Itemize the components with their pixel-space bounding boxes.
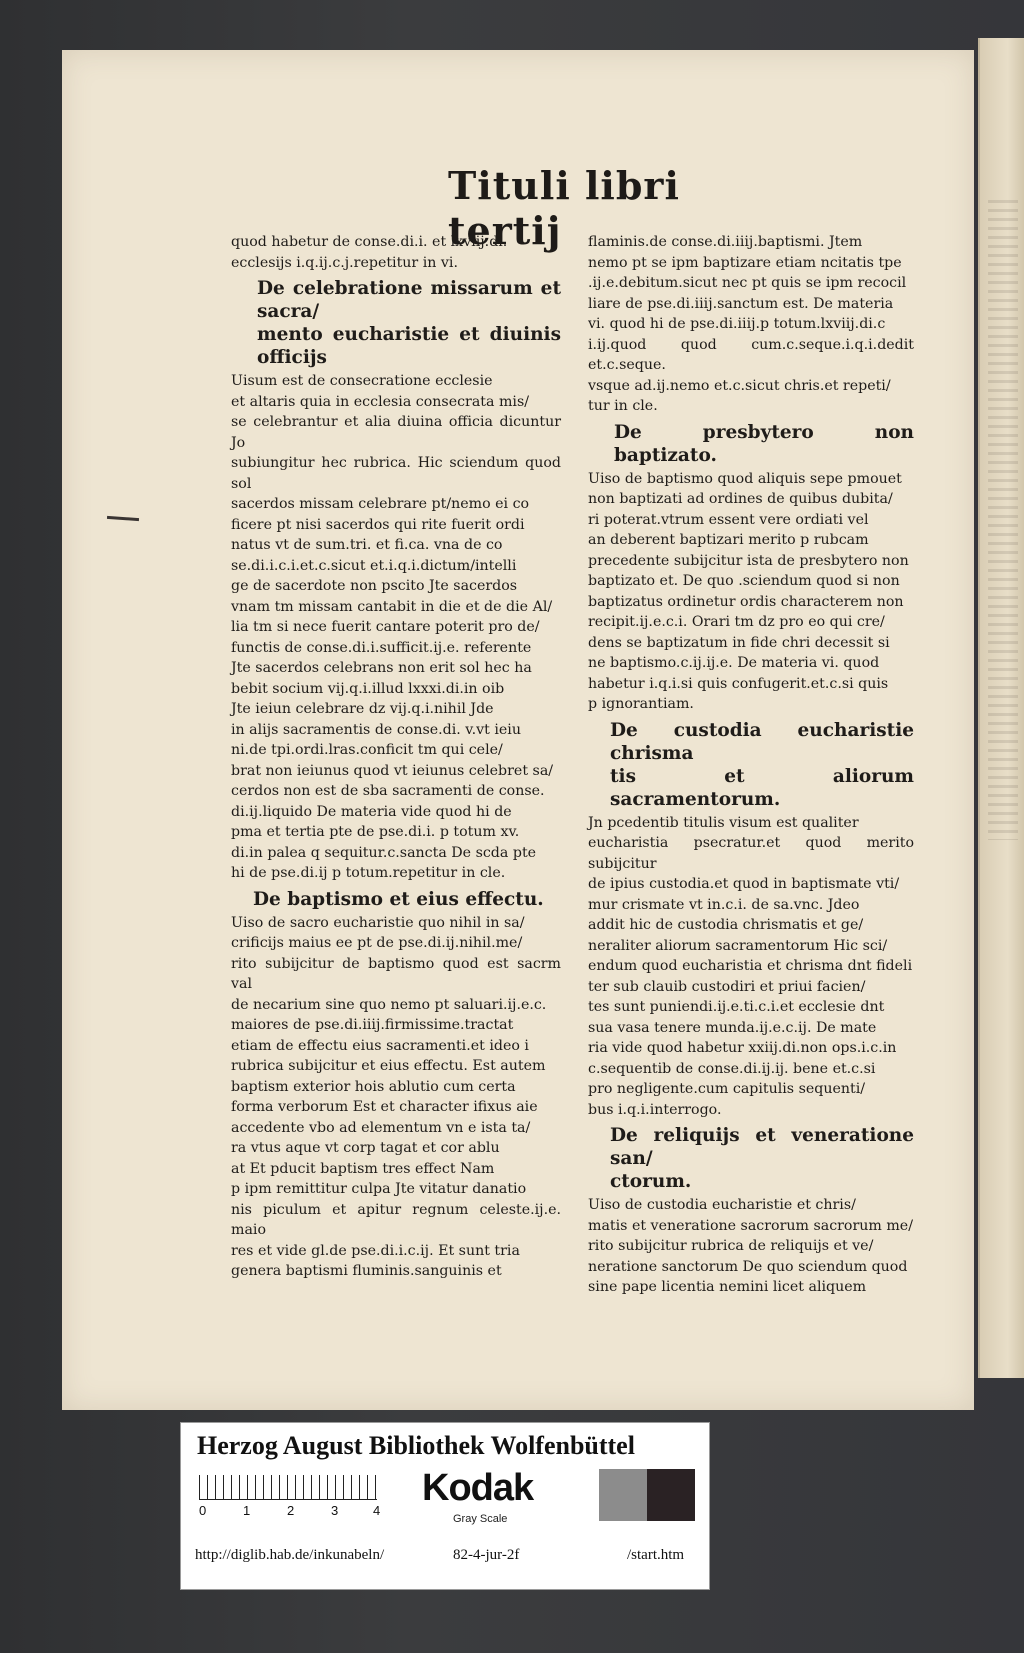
section-heading: De reliquijs et veneratione san/ ctorum. bbox=[610, 1125, 914, 1192]
text-paragraph: Uiso de custodia eucharistie et chris/ matis et veneratione sacrorum sacrorum me/ rito subijcitur rubrica de reliquijs et ve/ neratione sanctorum De quo sciendum quod sine pape licentia nemini licet aliquem bbox=[588, 1197, 913, 1295]
show-through-text bbox=[988, 200, 1018, 840]
text-paragraph: Uiso de sacro eucharistie quo nihil in sa/ crificijs maius ee pt de pse.di.ij.nihil.me/ rito subijcitur de baptismo quod est sacrm val de necarium sine quo nemo pt saluari.ij.e.c. maiores de pse.di.iiij.firmissime.tractat etiam de effectu eius sacramenti.et ideo i rubrica subijcitur et eius effectu. Est autem baptism exterior hois ablutio cum certa forma verborum Est et character ifixus aie accedente vbo ad elementum vn e ista ta/ ra vtus aque vt corp tagat et cor ablu at Et pducit baptism tres effect Nam p ipm remittitur culpa Jte vitatur danatio nis piculum et apitur regnum celeste.ij.e. maio res et vide gl.de pse.di.i.c.ij. Et sunt tria genera baptismi fluminis.sanguinis et bbox=[231, 914, 561, 1279]
scale-ruler bbox=[199, 1475, 377, 1500]
section-heading: De baptismo et eius effectu. bbox=[253, 888, 544, 910]
library-name: Herzog August Bibliothek Wolfenbüttel bbox=[197, 1431, 635, 1460]
left-text-column bbox=[231, 232, 561, 1282]
running-title: Tituli libri tertij bbox=[448, 163, 680, 253]
section-heading: De celebratione missarum et sacra/ mento eucharistie et diuinis officijs bbox=[257, 278, 561, 368]
ruler-number: 3 bbox=[331, 1503, 339, 1518]
text-paragraph: quod habetur de conse.di.i. et lxviij.di. ecclesijs i.q.ij.c.j.repetitur in vi. bbox=[231, 234, 508, 271]
shelf-signature: 82-4-jur-2f bbox=[453, 1547, 520, 1563]
gray-scale-label: Gray Scale bbox=[453, 1513, 508, 1525]
text-paragraph: Jn pcedentib titulis visum est qualiter eucharistia psecratur.et quod merito subijcitur de ipius custodia.et quod in baptismate vti/ mur crismate vt in.c.i. de sa.vnc. Jdeo addit hic de custodia chrismatis et ge/ neraliter aliorum sacramentorum Hic sci/ endum quod eucharistia et chrisma dnt fideli ter sub clauib custodiri et priui facien/ tes sunt puniendi.ij.e.ti.c.i.et ecclesie dnt sua vasa tenere munda.ij.e.c.ij. De mate ria vide quod habetur xxiij.di.non ops.i.c.in c.sequentib de conse.di.ij.ij. bene et.c.si pro negligente.cum capitulis sequenti/ bus i.q.i.interrogo. bbox=[588, 814, 914, 1118]
right-text-column bbox=[588, 232, 914, 1298]
ruler-number: 0 bbox=[199, 1503, 207, 1518]
ruler-number: 2 bbox=[287, 1503, 295, 1518]
text-paragraph: Uiso de baptismo quod aliquis sepe pmouet non baptizati ad ordines de quibus dubita/ ri poterat.vtrum essent vere ordiati vel an deberent baptizari merito p rubcam precedente subijcitur ista de presbytero non baptizato et. De quo .sciendum quod si non baptizatus ordinetur ordis characterem non recipit.ij.e.c.i. Orari tm dz pro eo qui cre/ dens se baptizatum in fide chri decessit si ne baptismo.c.ij.ij.e. De materia vi. quod habetur i.q.i.si quis confugerit.et.c.si quis p ignorantiam. bbox=[588, 470, 909, 712]
color-target-card bbox=[180, 1422, 710, 1590]
text-paragraph: flaminis.de conse.di.iiij.baptismi. Jtem nemo pt se ipm baptizare etiam ncitatis tpe .ij.e.debitum.sicut nec pt quis se ipm recocil liare de pse.di.iiij.sanctum est. De materia vi. quod hi de pse.di.iiij.p totum.lxviij.di.c i.ij.quod quod cum.c.seque.i.q.i.dedit et.c.seque. vsque ad.ij.nemo et.c.sicut chris.et repeti/ tur in cle. bbox=[588, 234, 914, 414]
section-heading: De custodia eucharistie chrisma tis et aliorum sacramentorum. bbox=[610, 719, 914, 810]
kodak-logo: Kodak bbox=[422, 1467, 534, 1509]
gray-swatch-dark bbox=[647, 1469, 695, 1521]
gray-swatch-mid bbox=[599, 1469, 647, 1521]
text-paragraph: Uisum est de consecratione ecclesie et altaris quia in ecclesia consecrata mis/ se celebrantur et alia diuina officia dicuntur Jo subiungitur hec rubrica. Hic sciendum quod sol sacerdos missam celebrare pt/nemo ei co ficere pt nisi sacerdos qui rite fuerit ordi natus vt de sum.tri. et fi.ca. vna de co se.di.i.c.i.et.c.sicut et.i.q.i.dictum/intelli ge de sacerdote non pscito Jte sacerdos vnam tm missam cantabit in die et de die Al/ lia tm si nece fuerit cantare poterit pro de/ functis de conse.di.i.sufficit.ij.e. referente Jte sacerdos celebrans non erit sol hec ha bebit socium vij.q.i.illud lxxxi.di.in oib Jte ieiun celebrare dz vij.q.i.nihil Jde in alijs sacramentis de conse.di. v.vt ieiu ni.de tpi.ordi.lras.conficit tm qui cele/ brat non ieiunus quod vt ieiunus celebret sa/ cerdos non est de sba sacramenti de conse. di.ij.liquido De materia vide quod hi de pma et tertia pte de pse.di.i. p totum xv. di.in palea q sequitur.c.sancta De scda pte hi de pse.di.ij p totum.repetitur in cle. bbox=[231, 373, 561, 881]
ruler-number: 4 bbox=[373, 1503, 381, 1518]
section-heading: De presbytero non baptizato. bbox=[614, 421, 914, 466]
source-url: http://diglib.hab.de/inkunabeln/ bbox=[195, 1547, 385, 1563]
url-suffix: /start.htm bbox=[627, 1547, 685, 1563]
ruler-number: 1 bbox=[243, 1503, 251, 1518]
